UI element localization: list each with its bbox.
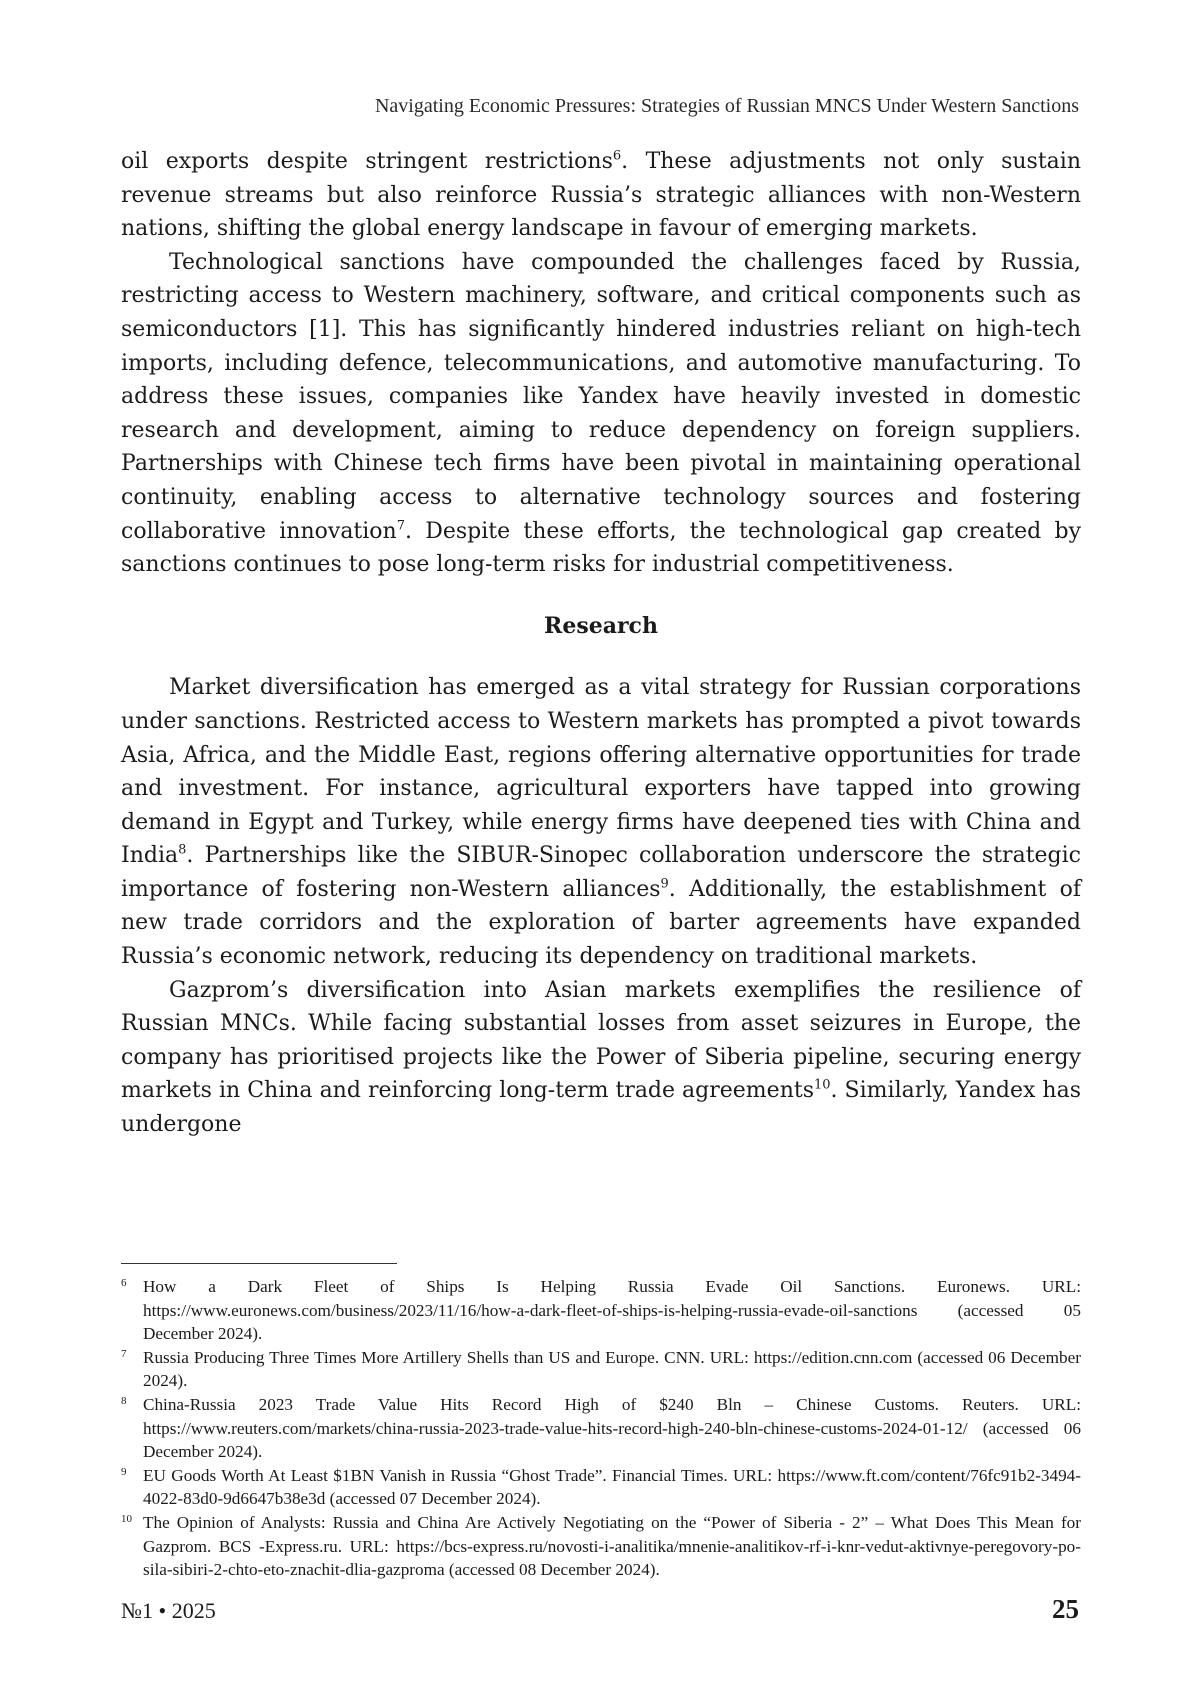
issue-label: №1 • 2025 <box>121 1598 216 1623</box>
paragraph-text: . Partnerships like the SIBUR-Sinopec collaboration underscore the strategic importance of fostering non-Western alliances <box>121 843 1081 902</box>
footnote-ref[interactable]: 8 <box>178 842 187 858</box>
footnote-number: 10 <box>121 1512 132 1525</box>
paragraph-text: Gazprom’s diversification into Asian markets exemplifies the resilience of Russian MNCs. While facing substantial losses from asset seizures in Europe, the company has prioritised projects like the Power of Siberia pipeline, securing energy markets in China and reinforcing long-term trade agreements <box>121 977 1081 1104</box>
footnote-divider <box>121 1263 397 1264</box>
paragraph-text: . Additionally, the establishment of new trade corridors and the exploration of barter agreements have expanded Russia’s economic network, reducing its dependency on traditional markets. <box>121 876 1081 970</box>
footnote-ref[interactable]: 9 <box>660 876 669 892</box>
section-heading: Research <box>544 612 658 639</box>
paragraph-1 <box>121 145 1081 246</box>
footnote-text: China-Russia 2023 Trade Value Hits Record High of $240 Bln – Chinese Customs. Reuters. URL: https://www.reuters.com/markets/china-russia-2023-trade-value-hits-record-high-240-bln-chinese-customs-2024-01-12/ (accessed 06 December 2024). <box>143 1394 1081 1462</box>
footnote-number: 9 <box>121 1465 127 1478</box>
paragraph-4 <box>121 974 1081 1142</box>
page-number: 25 <box>1052 1594 1079 1624</box>
paragraph-text: oil exports despite stringent restrictions <box>121 149 613 174</box>
paragraph-text: . Despite these efforts, the technological gap created by sanctions continues to pose long-term risks for industrial competitiveness. <box>121 518 1081 578</box>
footnote-number: 6 <box>121 1277 127 1289</box>
paragraph-text: Market diversification has emerged as a vital strategy for Russian corporations under sanctions. Restricted access to Western markets has prompted a pivot towards Asia, Africa, and the Middle East, regions offering alternative opportunities for trade and investment. For instance, agricultural exporters have tapped into growing demand in Egypt and Turkey, while energy firms have deepened ties with China and India <box>121 675 1081 869</box>
running-head: Navigating Economic Pressures: Strategies of Russian MNCS Under Western Sanctions <box>374 95 1079 117</box>
footnote-text: The Opinion of Analysts: Russia and China Are Actively Negotiating on the “Power of Siberia - 2” – What Does This Mean for Gazprom. BCS -Express.ru. URL: https://bcs-express.ru/novosti-i-analitika/mnenie-analitikov-rf-i-knr-vedut-aktivnye-peregovory-po-sila-sibiri-2-chto-eto-znachit-dlia-gazproma (accessed 08 December 2024). <box>143 1512 1081 1580</box>
footnote-text: EU Goods Worth At Least $1BN Vanish in Russia “Ghost Trade”. Financial Times. URL: https://www.ft.com/content/76fc91b2-3494-4022-83d0-9d6647b38e3d (accessed 07 December 2024). <box>143 1465 1081 1509</box>
footnote-number: 8 <box>121 1394 127 1407</box>
footnote <box>121 1275 1081 1346</box>
footnote-ref[interactable]: 7 <box>396 518 406 534</box>
footnote-text: How a Dark Fleet of Ships Is Helping Russia Evade Oil Sanctions. Euronews. URL: https://www.euronews.com/business/2023/11/16/how-a-dark-fleet-of-ships-is-helping-russia-evade-oil-sanctions (accessed 05 December 2024). <box>143 1277 1081 1344</box>
body-text <box>121 145 1081 1142</box>
footnote <box>121 1511 1081 1582</box>
footnote <box>121 1393 1081 1464</box>
footnote-text: Russia Producing Three Times More Artillery Shells than US and Europe. CNN. URL: https://edition.cnn.com (accessed 06 December 2024). <box>143 1347 1081 1391</box>
paragraph-text: Technological sanctions have compounded the challenges faced by Russia, restricting access to Western machinery, software, and critical components such as semiconductors [1]. This has significantly hindered industries reliant on high-tech imports, including defence, telecommunications, and automotive manufacturing. To address these issues, companies like Yandex have heavily invested in domestic research and development, aiming to reduce dependency on foreign suppliers. Partnerships with Chinese tech firms have been pivotal in maintaining operational continuity, enabling access to alternative technology sources and fostering collaborative innovation <box>121 249 1081 544</box>
paragraph-3 <box>121 671 1081 973</box>
footnote <box>121 1464 1081 1511</box>
footnote-number: 7 <box>121 1347 127 1360</box>
footnote-ref[interactable]: 10 <box>814 1078 831 1094</box>
paragraph-2 <box>121 246 1081 582</box>
footnotes <box>121 1275 1081 1582</box>
footnote <box>121 1346 1081 1393</box>
footnote-ref[interactable]: 6 <box>612 148 622 164</box>
paragraph-text: . These adjustments not only sustain revenue streams but also reinforce Russia’s strategic alliances with non-Western nations, shifting the global energy landscape in favour of emerging markets. <box>121 149 1081 242</box>
paragraph-text: . Similarly, Yandex has undergone <box>121 1078 1081 1138</box>
